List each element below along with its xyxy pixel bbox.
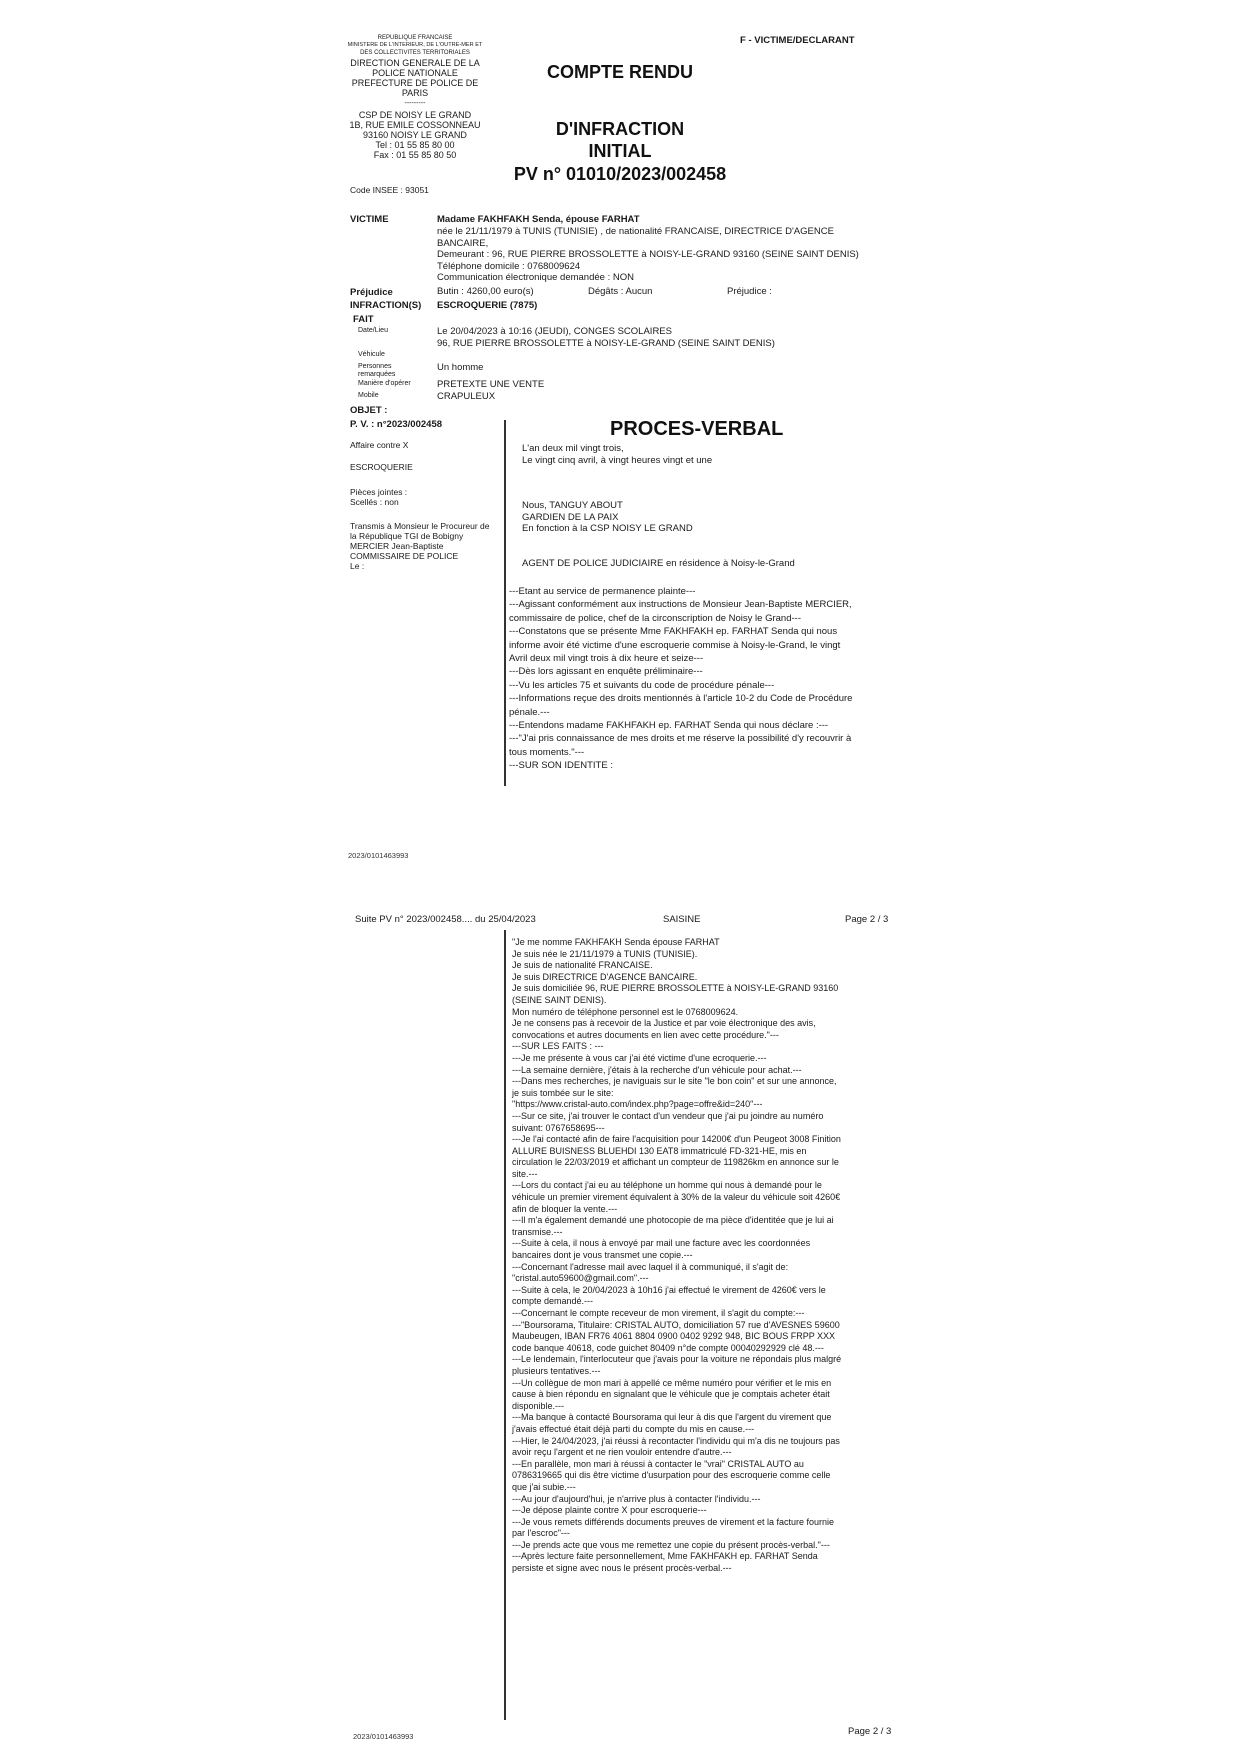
document-id: 2023/0101463993 xyxy=(348,851,409,860)
issuer-small-line: REPUBLIQUE FRANCAISE xyxy=(377,35,453,41)
issuer-fax: Fax : 01 55 85 80 50 xyxy=(373,150,457,160)
statement-line: Je suis née le 21/11/1979 à TUNIS (TUNISIE). xyxy=(512,948,698,959)
body-line: ---Vu les articles 75 et suivants du code de procédure pénale--- xyxy=(509,679,775,691)
document-id: 2023/0101463993 xyxy=(353,1732,414,1741)
body-line: commissaire de police, chef de la circonscription de Noisy le Grand--- xyxy=(509,612,801,624)
statement-line: compte demandé.--- xyxy=(512,1296,594,1307)
column-divider xyxy=(504,420,506,786)
doc-title-infraction: D'INFRACTION xyxy=(555,119,685,139)
agent-block xyxy=(522,500,693,535)
victime-detail-line: BANCAIRE, xyxy=(437,237,489,249)
transmis-line: Le : xyxy=(350,561,365,571)
statement-line: ---Hier, le 24/04/2023, j'ai réussi à recontacter l'individu qui m'a dis ne toujours pas xyxy=(512,1435,840,1446)
statement-line: ---Je vous remets différends documents preuves de virement et la facture fournie xyxy=(512,1516,834,1527)
statement-line: Je suis de nationalité FRANCAISE. xyxy=(512,960,653,971)
victime-detail-line: Demeurant : 96, RUE PIERRE BROSSOLETTE à NOISY-LE-GRAND 93160 (SEINE SAINT DENIS) xyxy=(437,249,859,260)
objet-label: OBJET : xyxy=(350,405,388,416)
pv-number: PV n° 01010/2023/002458 xyxy=(513,164,727,184)
body-line: ---Informations reçue des droits mentionnés à l'article 10-2 du Code de Procédure xyxy=(509,693,853,705)
pv-body-page1 xyxy=(509,585,889,773)
statement-line: véhicule un premier virement équivalent à 30% de la valeur du véhicule soit 4260€ xyxy=(512,1192,841,1203)
infraction-value: ESCROQUERIE (7875) xyxy=(437,300,538,311)
suite-pv-header: Suite PV n° 2023/002458.... du 25/04/2023 xyxy=(355,914,536,925)
statement-line: "Je me nomme FAKHFAKH Senda épouse FARHAT xyxy=(512,937,720,947)
statement-line: bancaires dont je vous transmet une copie.--- xyxy=(512,1250,693,1261)
victime-detail-line: née le 21/11/1979 à TUNIS (TUNISIE) , de nationalité FRANCAISE, DIRECTRICE D'AGENCE xyxy=(437,226,834,237)
body-line: tous moments."--- xyxy=(509,746,585,758)
intro-line: Le vingt cinq avril, à vingt heures vingt et une xyxy=(522,454,713,466)
statement-line: ---Le lendemain, l'interlocuteur que j'avais pour la voiture ne répondais plus malgré xyxy=(512,1354,842,1365)
issuer-line: POLICE NATIONALE xyxy=(372,68,458,78)
prejudice-label: Préjudice xyxy=(350,287,393,298)
vehicule-label: Véhicule xyxy=(358,351,385,358)
statement-line: disponible.--- xyxy=(512,1400,565,1411)
statement-line: convocations et autres documents en lien avec cette procédure."--- xyxy=(512,1029,779,1040)
issuer-phone: Tel : 01 55 85 80 00 xyxy=(375,140,455,150)
statement-line: ---Concernant l'adresse mail avec laquel il à communiqué, il s'agit de: xyxy=(512,1261,789,1272)
issuer-line: PARIS xyxy=(401,88,429,98)
pv-ref-label: P. V. : n°2023/002458 xyxy=(350,419,443,430)
statement-line: Je suis domiciliée 96, RUE PIERRE BROSSOLETTE à NOISY-LE-GRAND 93160 xyxy=(512,983,839,994)
victime-detail-line: Communication électronique demandée : NON xyxy=(437,272,634,283)
statement-line: ---Un collègue de mon mari à appellé ce même numéro pour vérifier et le mis en xyxy=(512,1377,832,1388)
statement-line: afin de bloquer la vente.--- xyxy=(512,1203,618,1214)
statement-line: "https://www.cristal-auto.com/index.php?page=offre&id=240"--- xyxy=(512,1099,763,1110)
statement-line: persiste et signe avec nous le présent procès-verbal.--- xyxy=(512,1563,732,1574)
statement-line: ---Je prends acte que vous me remettez une copie du présent procès-verbal."--- xyxy=(512,1539,830,1550)
body-line: ---Dès lors agissant en enquête préliminaire--- xyxy=(509,666,703,678)
body-line: ---Etant au service de permanence plainte--- xyxy=(509,586,696,597)
body-line: ---SUR SON IDENTITE : xyxy=(509,760,613,772)
statement-line: ---"Boursorama, Titulaire: CRISTAL AUTO, domiciliation 57 rue d'AVESNES 59600 xyxy=(512,1319,840,1330)
statement-line: ---Concernant le compte receveur de mon virement, il s'agit du compte:--- xyxy=(512,1308,805,1318)
saisine-header: SAISINE xyxy=(663,914,701,925)
code-insee: Code INSEE : 93051 xyxy=(350,185,429,195)
statement-line: circulation le 22/03/2019 et affichant un compteur de 119826km en annonce sur le xyxy=(512,1157,839,1168)
mobile-label: Mobile xyxy=(358,392,379,399)
maniere-label: Manière d'opérer xyxy=(358,380,411,387)
statement-line: suivant: 0767658695--- xyxy=(512,1122,605,1133)
maniere-value: PRETEXTE UNE VENTE xyxy=(437,379,545,390)
proces-verbal-title: PROCES-VERBAL xyxy=(610,418,784,440)
issuer-address-line: 1B, RUE EMILE COSSONNEAU xyxy=(349,120,481,130)
body-line: ---Constatons que se présente Mme FAKHFAKH ep. FARHAT Senda qui nous xyxy=(509,626,838,638)
statement-line: ---Ma banque à contacté Boursorama qui leur à dis que l'argent du virement que xyxy=(512,1412,832,1423)
degats-value: Dégâts : Aucun xyxy=(588,286,653,297)
column-divider xyxy=(504,930,506,1720)
statement-line: 0786319665 qui dis être victime d'usurpation pour des escroquerie comme celle xyxy=(512,1470,831,1481)
victime-details xyxy=(437,226,897,284)
statement-line: ---Il m'a également demandé une photocopie de ma pièce d'identitée que je lui ai xyxy=(512,1215,834,1226)
pv-body-page2 xyxy=(512,937,892,1575)
statement-line: ---En parallèle, mon mari à réussi à contacter le "vrai" CRISTAL AUTO au xyxy=(512,1458,804,1469)
issuer-address-line: 93160 NOISY LE GRAND xyxy=(363,130,467,140)
page-number-footer: Page 2 / 3 xyxy=(848,1726,892,1737)
statement-line: ---Après lecture faite personnellement, Mme FAKHFAKH ep. FARHAT Senda xyxy=(512,1551,818,1562)
statement-line: ---Je l'ai contacté afin de faire l'acquisition pour 14200€ d'un Peugeot 3008 Finition xyxy=(512,1134,841,1145)
qualite-line: AGENT DE POLICE JUDICIAIRE en résidence à Noisy-le-Grand xyxy=(522,558,795,569)
doc-title-initial: INITIAL xyxy=(588,141,652,161)
affaire-text: Affaire contre X xyxy=(350,440,409,450)
statement-line: ---Je me présente à vous car j'ai été victime d'une ecroquerie.--- xyxy=(512,1052,767,1063)
agent-line: Nous, TANGUY ABOUT xyxy=(522,500,623,511)
statement-line: plusieurs tentatives.--- xyxy=(512,1365,601,1376)
personnes-value: Un homme xyxy=(437,362,484,373)
statement-line: que j'ai subie.--- xyxy=(512,1481,576,1492)
issuer-small-line: MINISTERE DE L'INTERIEUR, DE L'OUTRE-MER ET xyxy=(347,42,483,48)
victime-detail-line: Téléphone domicile : 0768009624 xyxy=(437,260,581,272)
statement-line: ---SUR LES FAITS : --- xyxy=(512,1041,604,1052)
mobile-value: CRAPULEUX xyxy=(437,391,496,402)
personnes-label: remarquées xyxy=(358,371,396,378)
statement-line: ---Suite à cela, le 20/04/2023 à 10h16 j'ai effectué le virement de 4260€ vers le xyxy=(512,1284,826,1295)
statement-line: Je suis DIRECTRICE D'AGENCE BANCAIRE. xyxy=(512,971,698,982)
statement-line: cause à bien répondu en signalant que le véhicule que je comptais acheter était xyxy=(512,1389,830,1400)
issuer-separator: --------- xyxy=(404,100,426,107)
body-line: Avril deux mil vingt trois à dix heure et seize--- xyxy=(509,653,704,665)
infraction-label: INFRACTION(S) xyxy=(350,300,422,311)
statement-line: ALLURE BUISNESS BLUEHDI 130 EAT8 immatriculé FD-321-HE, mis en xyxy=(512,1145,807,1156)
victime-name: Madame FAKHFAKH Senda, épouse FARHAT xyxy=(437,214,640,225)
statement-line: "cristal.auto59600@gmail.com".--- xyxy=(512,1273,649,1284)
pv-intro xyxy=(522,443,712,466)
statement-line: je suis tombée sur le site: xyxy=(512,1087,614,1098)
statement-line: code banque 40618, code guichet 80409 n°de compte 00040292929 clé 48.--- xyxy=(512,1342,824,1353)
pv-page-2 xyxy=(0,880,1240,1754)
statement-line: Maubeugen, IBAN FR76 4061 8804 0900 0402 9292 948, BIC BOUS FRPP XXX xyxy=(512,1331,836,1342)
statement-line: par l'escroc"--- xyxy=(512,1528,570,1539)
prejudice-value: Préjudice : xyxy=(727,286,772,297)
statement-line: Mon numéro de téléphone personnel est le 0768009624. xyxy=(512,1006,739,1017)
pieces-text: Pièces jointes : xyxy=(350,487,408,497)
statement-line: j'avais effectué était déjà parti du compte du mis en cause.--- xyxy=(512,1423,755,1434)
statement-line: ---Lors du contact j'ai eu au téléphone un homme qui nous à demandé pour le xyxy=(512,1180,822,1191)
statement-line: (SEINE SAINT DENIS). xyxy=(512,994,607,1005)
body-line: ---Agissant conformément aux instructions de Monsieur Jean-Baptiste MERCIER, xyxy=(509,599,852,611)
doc-title-compte-rendu: COMPTE RENDU xyxy=(546,62,693,82)
page-number-header: Page 2 / 3 xyxy=(845,914,889,925)
issuer-line: DIRECTION GENERALE DE LA xyxy=(350,58,480,68)
case-sidebar xyxy=(350,440,502,571)
body-line: ---Entendons madame FAKHFAKH ep. FARHAT Senda qui nous déclare :--- xyxy=(509,720,829,732)
body-line: ---"J'ai pris connaissance de mes droits et me réserve la possibilité d'y recouvrir à xyxy=(509,733,852,745)
statement-line: avoir reçu l'argent et ne rien vouloir entendre d'autre.--- xyxy=(512,1447,732,1458)
statement-line: ---La semaine dernière, j'étais à la recherche d'un véhicule pour achat.--- xyxy=(512,1064,802,1075)
issuer-address-line: CSP DE NOISY LE GRAND xyxy=(358,110,472,120)
statement-line: ---Suite à cela, il nous à envoyé par mail une facture avec les coordonnées xyxy=(512,1238,811,1249)
transmis-line: MERCIER Jean-Baptiste xyxy=(350,541,444,551)
transmis-line: COMMISSAIRE DE POLICE xyxy=(350,551,459,561)
transmis-line: Transmis à Monsieur le Procureur de xyxy=(350,521,490,531)
issuer-line: PREFECTURE DE POLICE DE xyxy=(351,78,479,88)
nature-text: ESCROQUERIE xyxy=(350,462,413,472)
statement-line: site.--- xyxy=(512,1168,538,1179)
body-line: informe avoir été victime d'une escroquerie commise à Noisy-le-Grand, le vingt xyxy=(509,639,841,651)
victime-label: VICTIME xyxy=(350,214,389,225)
butin-value: Butin : 4260,00 euro(s) xyxy=(437,286,534,297)
fait-date: Le 20/04/2023 à 10:16 (JEUDI), CONGES SCOLAIRES xyxy=(437,326,672,337)
statement-line: transmise.--- xyxy=(512,1226,563,1237)
fait-lieu: 96, RUE PIERRE BROSSOLETTE à NOISY-LE-GRAND (SEINE SAINT DENIS) xyxy=(437,338,775,349)
agent-line: GARDIEN DE LA PAIX xyxy=(522,511,619,523)
intro-line: L'an deux mil vingt trois, xyxy=(522,443,624,454)
personnes-label: Personnes xyxy=(358,363,392,370)
scelles-text: Scellés : non xyxy=(350,497,399,507)
statement-line: Je ne consens pas à recevoir de la Justice et par voie électronique des avis, xyxy=(512,1018,816,1029)
issuer-small-line: DES COLLECTIVITES TERRITORIALES xyxy=(360,50,470,56)
date-lieu-label: Date/Lieu xyxy=(358,327,388,334)
fait-label: FAIT xyxy=(353,314,374,325)
statement-line: ---Sur ce site, j'ai trouver le contact d'un vendeur que j'ai pu joindre au numéro xyxy=(512,1110,824,1121)
form-type: F - VICTIME/DECLARANT xyxy=(740,35,855,46)
statement-line: ---Je dépose plainte contre X pour escroquerie--- xyxy=(512,1505,707,1516)
statement-line: ---Au jour d'aujourd'hui, je n'arrive plus à contacter l'individu.--- xyxy=(512,1493,761,1504)
issuer-block xyxy=(340,35,490,160)
transmis-line: la République TGI de Bobigny xyxy=(350,531,464,541)
statement-line: ---Dans mes recherches, je naviguais sur le site "le bon coin" et sur une annonce, xyxy=(512,1076,837,1087)
agent-line: En fonction à la CSP NOISY LE GRAND xyxy=(522,523,693,534)
body-line: pénale.--- xyxy=(509,706,550,718)
